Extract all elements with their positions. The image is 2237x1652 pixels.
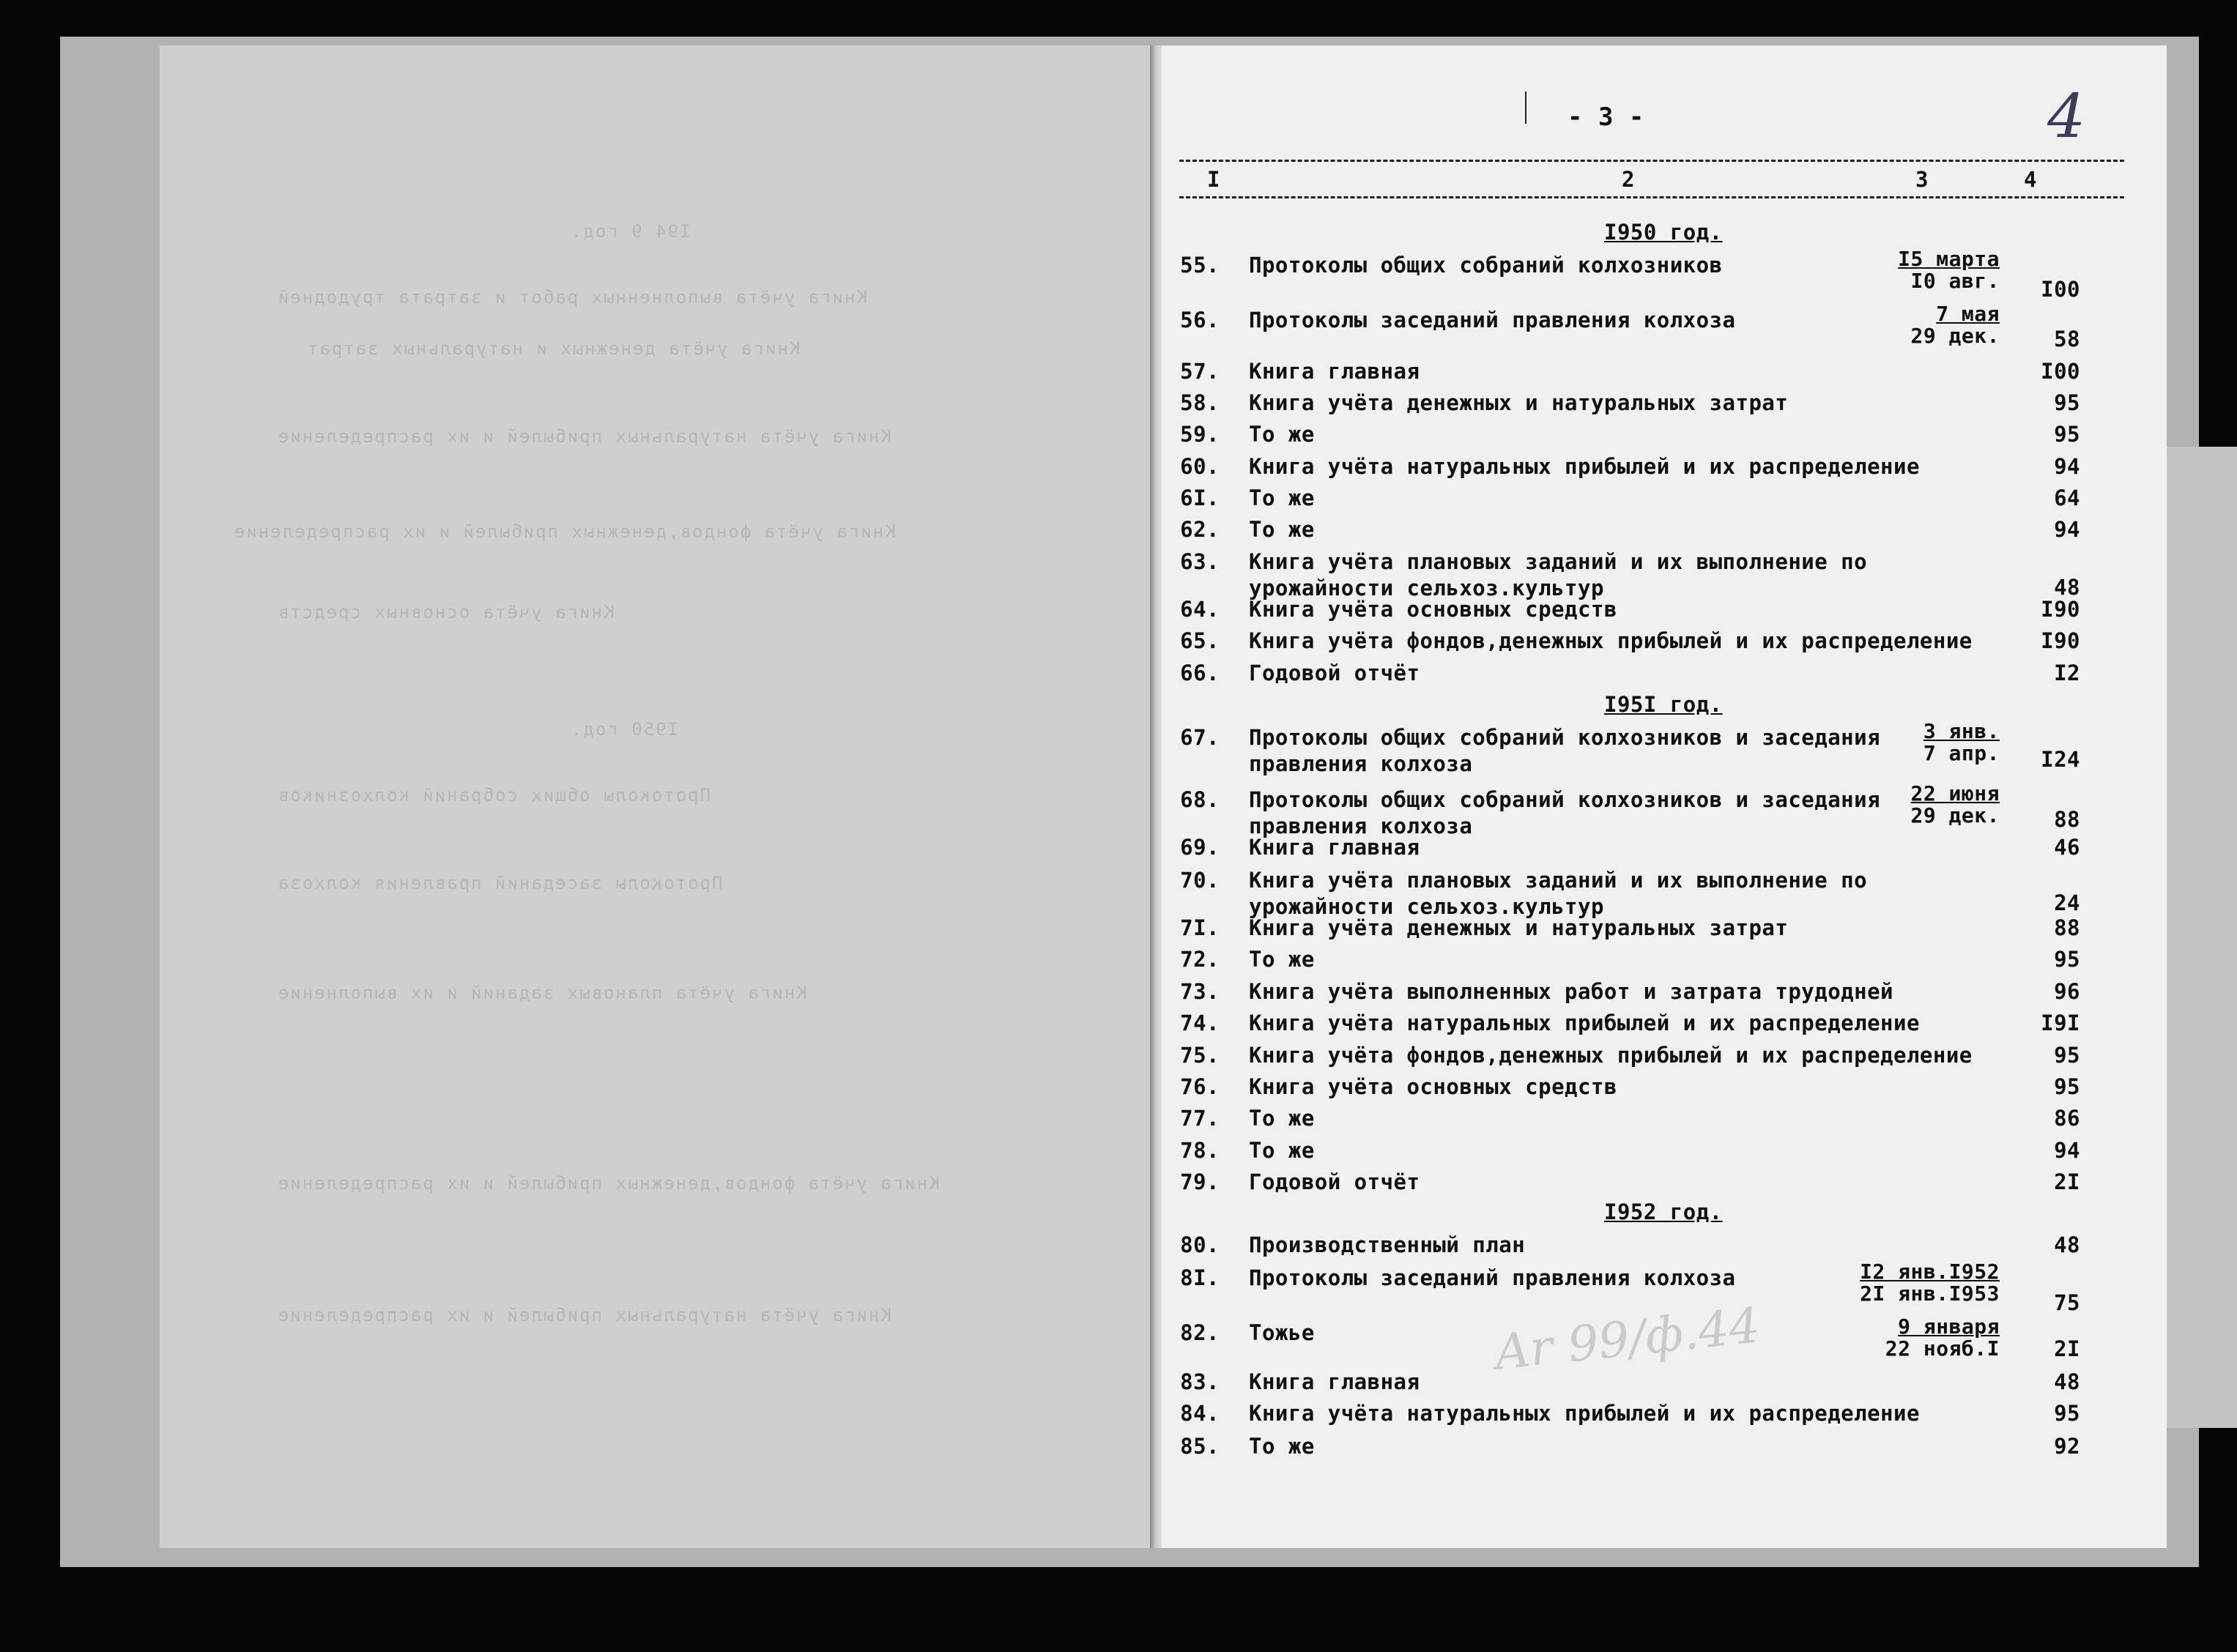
item-number: 56. — [1180, 308, 1220, 332]
item-title: правления колхоза — [1249, 751, 1473, 776]
item-number: 7I. — [1180, 915, 1220, 940]
date-from: 7 мая — [1936, 302, 2000, 326]
item-title: Книга учёта фондов,денежных прибылей и их распределение — [1249, 1043, 1973, 1068]
item-title: Книга учёта фондов,денежных прибылей и их распределение — [1249, 628, 1973, 653]
sheet-count: 64 — [2054, 485, 2080, 510]
item-title: Книга учёта натуральных прибылей и их распределение — [1249, 1401, 1920, 1426]
item-title: правления колхоза — [1249, 814, 1473, 838]
item-number: 70. — [1180, 868, 1220, 893]
sheet-count: 48 — [2054, 575, 2080, 600]
sheet-count: 92 — [2054, 1434, 2080, 1459]
item-number: 79. — [1180, 1169, 1220, 1194]
item-title: Книга учёта плановых заданий и их выполнение по — [1249, 868, 1868, 893]
folio-number: 4 — [2047, 82, 2086, 152]
sheet-count: 86 — [2054, 1106, 2080, 1131]
handwritten-note: Ar 99/ф.44 — [1491, 1297, 1763, 1381]
date-to: 22 нояб.I — [1885, 1336, 2000, 1361]
sheet-count: 58 — [2054, 327, 2080, 351]
header-rule-top — [1179, 160, 2124, 162]
header-divider — [1525, 92, 1526, 124]
date-from: 22 июня — [1910, 781, 2000, 805]
item-number: 72. — [1180, 947, 1220, 972]
sheet-count: 95 — [2054, 1401, 2080, 1426]
sheet-count: 95 — [2054, 422, 2080, 447]
item-title: Книга главная — [1249, 835, 1420, 860]
date-from: 9 января — [1898, 1314, 2000, 1339]
item-number: 83. — [1180, 1369, 1220, 1394]
item-title: Книга учёта плановых заданий и их выполнение по — [1249, 549, 1868, 574]
sheet-count: 24 — [2054, 890, 2080, 915]
sheet-count: 88 — [2054, 915, 2080, 940]
item-title: Протоколы общих собраний колхозников — [1249, 253, 1723, 278]
sheet-count: I00 — [2041, 277, 2080, 302]
item-title: Производственный план — [1249, 1232, 1526, 1257]
sheet-count: 95 — [2054, 390, 2080, 415]
sheet-count: I90 — [2041, 597, 2080, 622]
item-title: Книга учёта основных средств — [1249, 597, 1617, 622]
item-title: Книга учёта выполненных работ и затрата трудодней — [1249, 979, 1894, 1004]
item-number: 80. — [1180, 1232, 1220, 1257]
item-number: 76. — [1180, 1074, 1220, 1099]
sheet-count: 94 — [2054, 454, 2080, 479]
year-heading: I95I год. — [1604, 692, 1723, 717]
item-number: 62. — [1180, 517, 1220, 542]
item-title: Протоколы общих собраний колхозников и заседания — [1249, 787, 1881, 812]
item-title: Тожье — [1249, 1320, 1315, 1345]
sheet-count: I9I — [2041, 1011, 2080, 1035]
item-number: 77. — [1180, 1106, 1220, 1131]
date-to: I0 авг. — [1910, 269, 2000, 293]
date-to: 2I янв.I953 — [1860, 1281, 2000, 1306]
sheet-count: 2I — [2054, 1169, 2080, 1194]
item-number: 59. — [1180, 422, 1220, 447]
sheet-count: 94 — [2054, 1138, 2080, 1163]
item-number: 66. — [1180, 661, 1220, 685]
item-number: 78. — [1180, 1138, 1220, 1163]
date-to: 7 апр. — [1923, 741, 2000, 765]
item-title: Книга главная — [1249, 359, 1420, 384]
item-title: Книга учёта денежных и натуральных затрат — [1249, 390, 1789, 415]
sheet-count: 95 — [2054, 947, 2080, 972]
sheet-count: 48 — [2054, 1369, 2080, 1394]
sheet-count: 95 — [2054, 1043, 2080, 1068]
column-header-4: 4 — [2024, 167, 2037, 192]
item-title: То же — [1249, 422, 1315, 447]
page-number: - 3 - — [1568, 103, 1644, 132]
date-to: 29 дек. — [1910, 324, 2000, 348]
item-number: 75. — [1180, 1043, 1220, 1068]
sheet-count: I90 — [2041, 628, 2080, 653]
item-number: 68. — [1180, 787, 1220, 812]
sheet-count: 95 — [2054, 1074, 2080, 1099]
sheet-count: 75 — [2054, 1290, 2080, 1315]
item-number: 67. — [1180, 725, 1220, 750]
folder-edge — [2167, 447, 2237, 1428]
item-number: 6I. — [1180, 485, 1220, 510]
item-title: урожайности сельхоз.культур — [1249, 576, 1604, 600]
item-title: Годовой отчёт — [1249, 1169, 1420, 1194]
sheet-count: 46 — [2054, 835, 2080, 860]
item-title: То же — [1249, 1434, 1315, 1459]
sheet-count: 94 — [2054, 517, 2080, 542]
year-heading: I952 год. — [1604, 1199, 1723, 1224]
item-title: То же — [1249, 517, 1315, 542]
item-number: 63. — [1180, 549, 1220, 574]
date-from: I5 марта — [1898, 247, 2000, 271]
item-number: 74. — [1180, 1011, 1220, 1035]
item-title: То же — [1249, 1138, 1315, 1163]
sheet-count: 96 — [2054, 979, 2080, 1004]
sheet-count: I00 — [2041, 359, 2080, 384]
date-from: 3 янв. — [1923, 719, 2000, 743]
item-number: 65. — [1180, 628, 1220, 653]
item-number: 55. — [1180, 253, 1220, 278]
item-number: 73. — [1180, 979, 1220, 1004]
item-number: 64. — [1180, 597, 1220, 622]
item-title: То же — [1249, 485, 1315, 510]
item-title: Книга учёта натуральных прибылей и их распределение — [1249, 454, 1920, 479]
item-title: Протоколы заседаний правления колхоза — [1249, 1265, 1736, 1290]
sheet-count: I24 — [2041, 747, 2080, 772]
item-number: 8I. — [1180, 1265, 1220, 1290]
item-title: Протоколы заседаний правления колхоза — [1249, 308, 1736, 332]
item-title: Книга учёта денежных и натуральных затрат — [1249, 915, 1789, 940]
item-number: 85. — [1180, 1434, 1220, 1459]
column-header-2: 2 — [1622, 167, 1635, 192]
item-title: Книга учёта основных средств — [1249, 1074, 1617, 1099]
item-title: Книга учёта натуральных прибылей и их распределение — [1249, 1011, 1920, 1035]
year-heading: I950 год. — [1604, 220, 1723, 245]
item-title: урожайности сельхоз.культур — [1249, 894, 1604, 919]
item-number: 57. — [1180, 359, 1220, 384]
item-title: То же — [1249, 1106, 1315, 1131]
column-header-3: 3 — [1915, 167, 1929, 192]
item-title: Протоколы общих собраний колхозников и заседания — [1249, 725, 1881, 750]
item-number: 82. — [1180, 1320, 1220, 1345]
item-title: То же — [1249, 947, 1315, 972]
date-to: 29 дек. — [1910, 803, 2000, 827]
left-page-bleedthrough: I94 9 год. Книга учёта выполненных работ и затрата трудодней Книга учёта денежных и натуральных затрат Книга учёта натуральных прибылей и их распределение Книга учёта фондов,денежных прибылей и их распределение Книга учёта основных средств I950 год. Протоколы общих собраний колхозников Протоколы заседаний правления колхоза Книга учёта плановых заданий и их выполнение Книга учёта фондов,денежных прибылей и их распределение Книга учёта натуральных прибылей и их распределение — [160, 45, 1156, 1548]
item-title: Книга главная — [1249, 1369, 1420, 1394]
item-number: 69. — [1180, 835, 1220, 860]
date-from: I2 янв.I952 — [1860, 1260, 2000, 1284]
header-rule-bottom — [1179, 196, 2124, 198]
item-number: 84. — [1180, 1401, 1220, 1426]
sheet-count: I2 — [2054, 661, 2080, 685]
sheet-count: 88 — [2054, 807, 2080, 832]
item-number: 58. — [1180, 390, 1220, 415]
item-number: 60. — [1180, 454, 1220, 479]
sheet-count: 48 — [2054, 1232, 2080, 1257]
column-header-1: I — [1207, 167, 1220, 192]
sheet-count: 2I — [2054, 1336, 2080, 1361]
item-title: Годовой отчёт — [1249, 661, 1420, 685]
